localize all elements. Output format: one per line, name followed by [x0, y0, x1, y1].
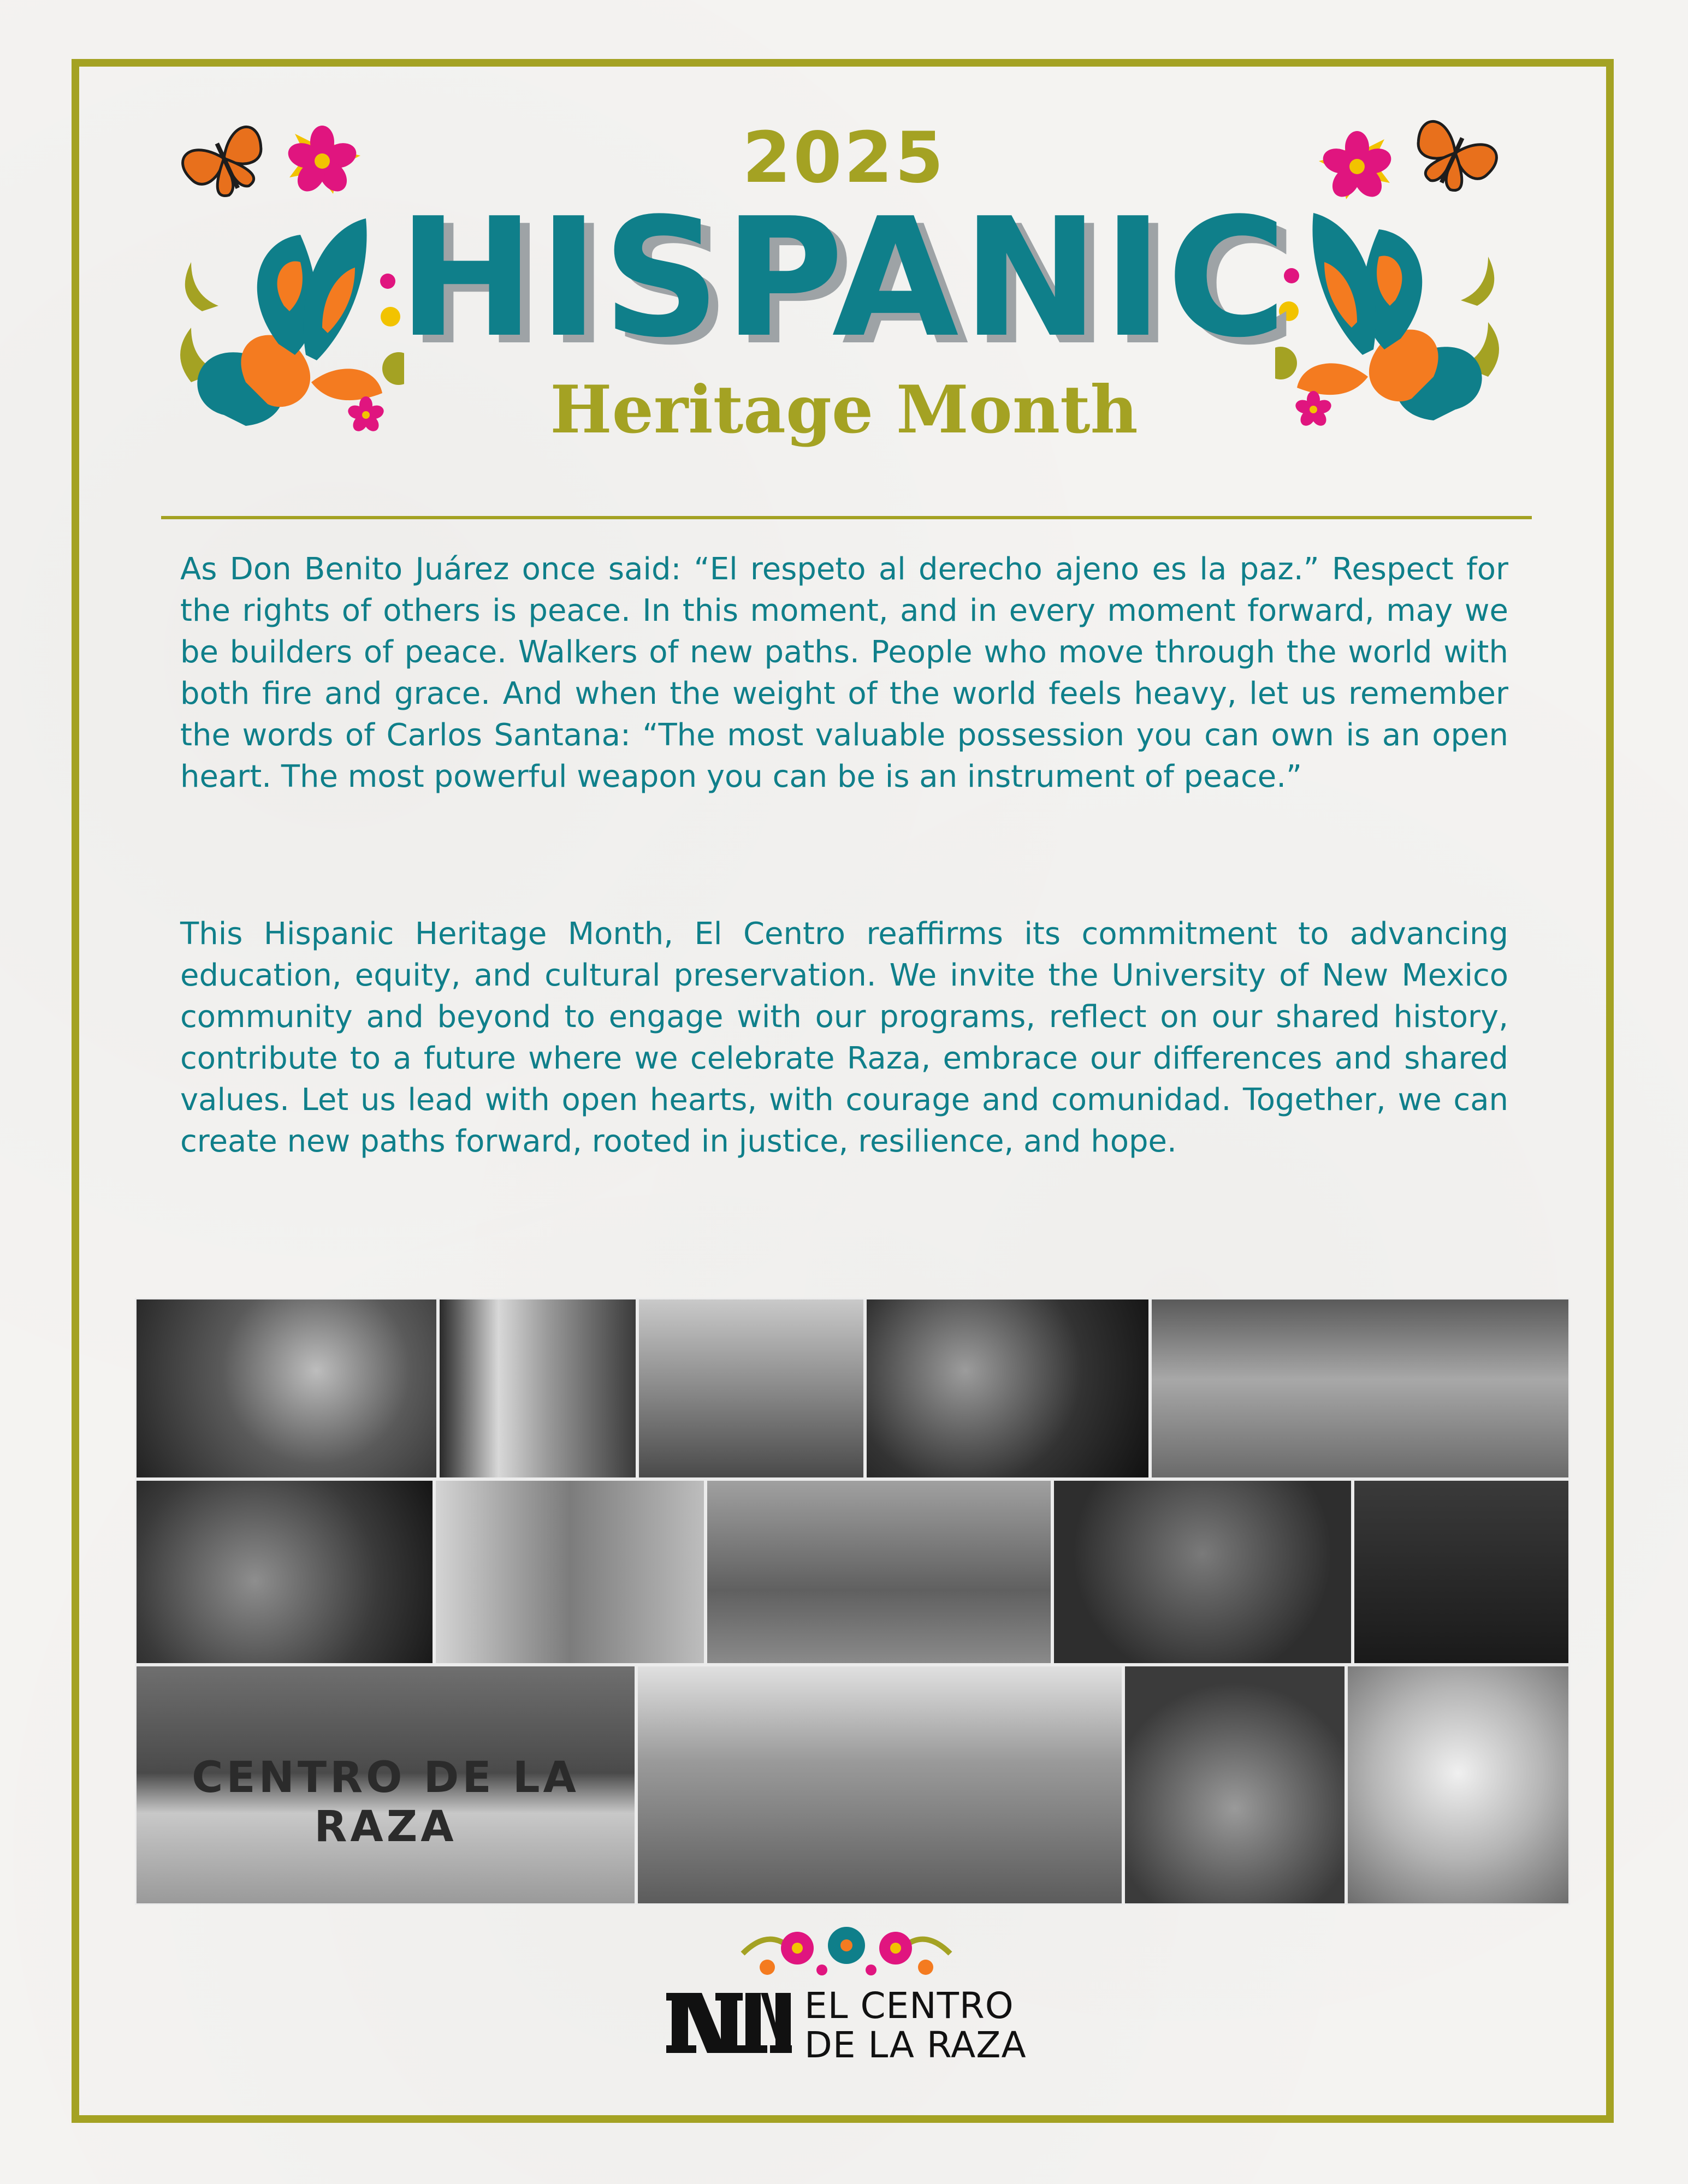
- photo-collage: [135, 1298, 1570, 1905]
- flower-garland-ornament: [732, 1915, 961, 1981]
- photo-group-orientation: [706, 1479, 1052, 1665]
- photo-crowd: [1353, 1479, 1570, 1665]
- photo-folklorico: [135, 1479, 434, 1665]
- photo-mariachi: [1052, 1479, 1353, 1665]
- logo-line-2: DE LA RAZA: [804, 2024, 1027, 2066]
- photo-group-dancers: [1150, 1298, 1570, 1479]
- body-paragraph-2: This Hispanic Heritage Month, El Centro reaffirms its commitment to advancing education, equity, and cultural preservation. We invite the University of New Mexico community and beyond to engage with our programs, reflect on our shared history, contribute to a future where we celebrate Raza, embrace our differences and shared values. Let us lead with open hearts, with courage and comunidad. Together, we can create new paths forward, rooted in justice, resilience, and hope.: [180, 916, 1508, 1159]
- photo-campus-walk: [636, 1665, 1123, 1905]
- divider: [161, 516, 1532, 519]
- title-year: 2025: [742, 117, 946, 199]
- unm-logo-icon: [666, 1979, 792, 2067]
- title-main: HISPANIC: [398, 183, 1290, 373]
- photo-students-walking: [434, 1479, 706, 1665]
- photo-ofrenda: [1346, 1665, 1570, 1905]
- title-subtitle: Heritage Month: [550, 371, 1138, 448]
- body-paragraph-1: As Don Benito Juárez once said: “El respeto al derecho ajeno es la paz.” Respect for the rights of others is peace. In this moment, and in every moment forward, may we be builders of peace. Walkers of new paths. People who move through the world with both fire and grace. And when the weight of the world feels heavy, let us remember the words of Carlos Santana: “The most valuable possession you can own is an open heart. The most powerful weapon you can be is an instrument of peace.”: [180, 551, 1508, 794]
- banner-caption: CENTRO DE LA RAZA: [192, 1753, 579, 1851]
- photo-portrait-couple: [438, 1298, 637, 1479]
- photo-courtyard-dance: [637, 1298, 865, 1479]
- photo-vintage-men: [865, 1298, 1150, 1479]
- photo-centro-banner-group: [135, 1665, 636, 1905]
- logo-wordmark: [804, 1986, 1027, 2065]
- photo-graduation: [135, 1298, 438, 1479]
- logo-line-1: EL CENTRO: [804, 1985, 1014, 2027]
- photo-office-portrait: [1123, 1665, 1346, 1905]
